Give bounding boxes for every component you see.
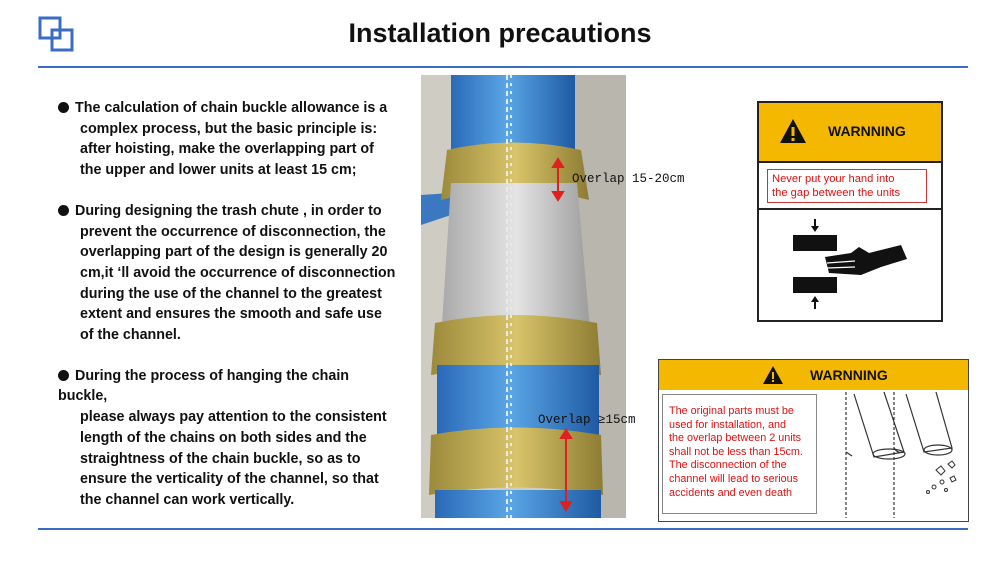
bullet-text: straightness of the chain buckle, so as to	[80, 450, 361, 467]
bullet-text: extent and ensures the smooth and safe use	[80, 306, 382, 323]
bullet-text: the upper and lower units at least 15 cm;	[80, 162, 357, 179]
bullet-text: after hoisting, make the overlapping part of	[80, 141, 374, 158]
bullet-dot-icon	[58, 102, 69, 113]
warning-triangle-icon	[762, 365, 784, 385]
warning-triangle-icon	[779, 117, 807, 145]
bullet-text: During designing the trash chute , in order to	[75, 202, 382, 219]
bullet-text: ensure the verticality of the channel, so that	[80, 471, 379, 488]
top-divider	[38, 66, 968, 68]
chute-illustration	[421, 75, 626, 518]
warning-header	[659, 360, 968, 390]
hand-crush-icon	[781, 215, 921, 313]
warning-header	[759, 103, 941, 163]
bullet-2	[58, 201, 418, 346]
bullet-text: the channel can work vertically.	[80, 491, 295, 508]
bullet-text: cm,it ‘ll avoid the occurrence of disconnection	[80, 264, 396, 281]
bullet-text: buckle,	[58, 388, 108, 405]
bullet-text: during the use of the channel to the greatest	[80, 285, 382, 302]
disconnection-illustration	[824, 392, 964, 518]
warning-title: WARNNING	[828, 123, 906, 139]
chute-photo	[421, 75, 685, 518]
bullet-dot-icon	[58, 205, 69, 216]
page-title: Installation precautions	[348, 18, 652, 48]
bullet-list	[58, 98, 418, 531]
overlap-top-label: Overlap 15-20cm	[572, 172, 685, 186]
warning-message: The original parts must be used for installation, and the overlap between 2 units shall not be less than 15cm. The disconnection of the channel will lead to serious accidents and even death	[662, 394, 817, 514]
warning-card-overlap	[658, 359, 969, 522]
bullet-text: During the process of hanging the chain	[75, 367, 350, 384]
bullet-text: complex process, but the basic principle is:	[80, 120, 378, 137]
bullet-1	[58, 98, 418, 181]
warning-divider	[759, 208, 941, 210]
bullet-text: length of the chains on both sides and the	[80, 429, 367, 446]
bullet-text: The calculation of chain buckle allowance is a	[75, 100, 388, 116]
bullet-text: overlapping part of the design is generally 20	[80, 244, 388, 261]
warning-title: WARNNING	[810, 367, 888, 383]
bullet-3	[58, 366, 418, 511]
warning-card-hand	[757, 101, 943, 322]
bullet-dot-icon	[58, 370, 69, 381]
bullet-text: prevent the occurrence of disconnection, the	[80, 223, 386, 240]
bullet-text: please always pay attention to the consistent	[80, 409, 387, 426]
warning-message: Never put your hand into the gap between the units	[767, 169, 927, 203]
overlap-bottom-label: Overlap ≥15cm	[538, 413, 636, 427]
bullet-text: of the channel.	[80, 327, 181, 344]
